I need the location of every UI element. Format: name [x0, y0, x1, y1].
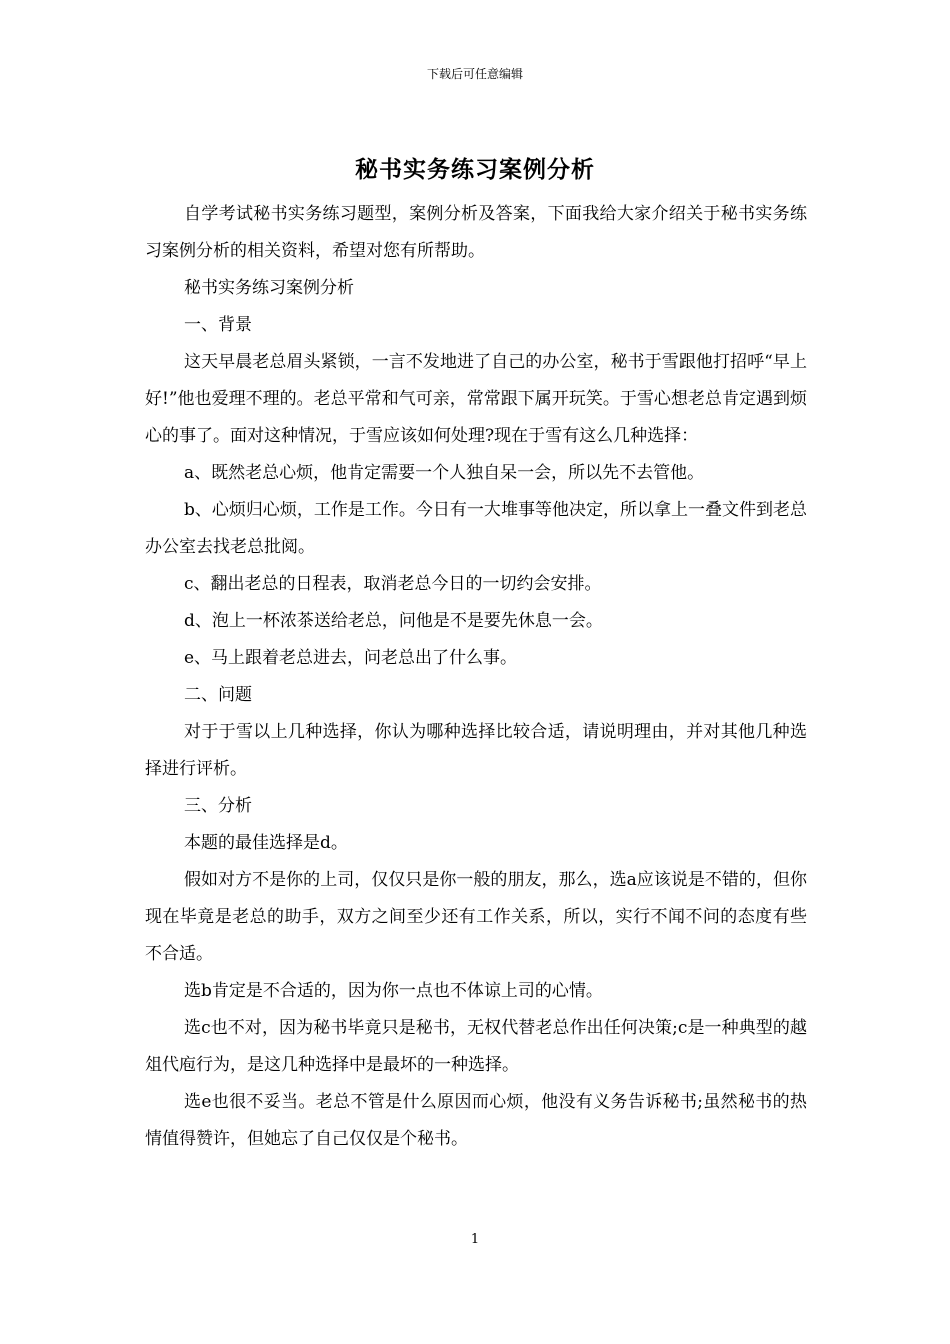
option-d: d、泡上一杯浓茶送给老总，问他是不是要先休息一会。	[184, 611, 603, 631]
paragraph-question: 对于于雪以上几种选择，你认为哪种选择比较合适，请说明理由，并对其他几种选择进行评析。	[145, 722, 807, 779]
paragraph-analysis-e: 选e也很不妥当。老总不管是什么原因而心烦，他没有义务告诉秘书;虽然秘书的热情值得赞许，但她忘了自己仅仅是个秘书。	[145, 1092, 807, 1149]
heading-question: 二、问题	[184, 685, 252, 705]
option-a: a、既然老总心烦，他肯定需要一个人独自呆一会，所以先不去管他。	[184, 463, 705, 483]
paragraph-subtitle: 秘书实务练习案例分析	[184, 278, 354, 298]
option-b: b、心烦归心烦，工作是工作。今日有一大堆事等他决定，所以拿上一叠文件到老总办公室去找老总批阅。	[145, 500, 807, 557]
paragraph-background: 这天早晨老总眉头紧锁，一言不发地进了自己的办公室，秘书于雪跟他打招呼“早上好!”他也爱理不理的。老总平常和气可亲，常常跟下属开玩笑。于雪心想老总肯定遇到烦心的事了。面对这种情况，于雪应该如何处理?现在于雪有这么几种选择：	[145, 352, 807, 446]
paragraph-best-choice: 本题的最佳选择是d。	[184, 833, 348, 853]
page-header: 下载后可任意编辑	[426, 67, 523, 81]
page-number: 1	[470, 1232, 480, 1247]
option-c: c、翻出老总的日程表，取消老总今日的一切约会安排。	[184, 574, 602, 594]
document-body	[145, 196, 807, 1158]
option-e: e、马上跟着老总进去，问老总出了什么事。	[184, 648, 518, 668]
heading-analysis: 三、分析	[184, 796, 252, 816]
paragraph-analysis-b: 选b肯定是不合适的，因为你一点也不体谅上司的心情。	[184, 981, 603, 1001]
heading-background: 一、背景	[184, 315, 252, 335]
paragraph-analysis-a: 假如对方不是你的上司，仅仅只是你一般的朋友，那么，选a应该说是不错的，但你现在毕竟是老总的助手，双方之间至少还有工作关系，所以，实行不闻不问的态度有些不合适。	[145, 870, 807, 964]
paragraph-analysis-c: 选c也不对，因为秘书毕竟只是秘书，无权代替老总作出任何决策;c是一种典型的越俎代庖行为，是这几种选择中是最坏的一种选择。	[145, 1018, 807, 1075]
document-title: 秘书实务练习案例分析	[355, 156, 595, 183]
paragraph-intro: 自学考试秘书实务练习题型，案例分析及答案，下面我给大家介绍关于秘书实务练习案例分析的相关资料，希望对您有所帮助。	[145, 204, 807, 261]
